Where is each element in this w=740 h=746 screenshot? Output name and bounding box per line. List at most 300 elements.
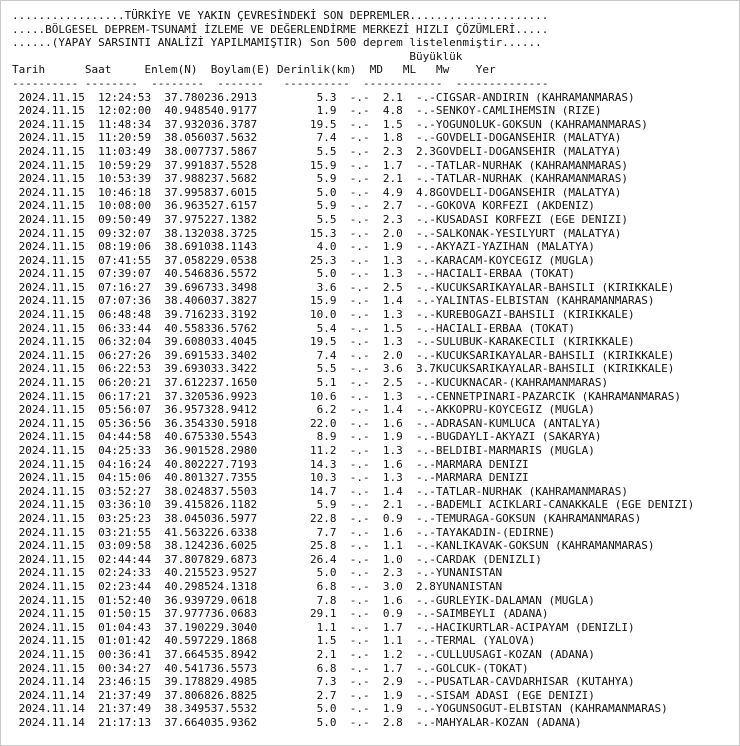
cell-md: -.- xyxy=(349,212,370,226)
cell-lon: 29.6873 xyxy=(210,552,258,566)
col-lat: Enlem(N) xyxy=(144,63,198,77)
cell-md: -.- xyxy=(349,552,370,566)
cell-lat: 38.6910 xyxy=(164,240,211,254)
table-row xyxy=(12,118,739,132)
cell-ml: 2.7 xyxy=(382,199,403,213)
cell-date: 2024.11.15 xyxy=(18,525,85,539)
cell-date: 2024.11.15 xyxy=(18,498,85,512)
cell-lon: 27.7193 xyxy=(210,457,258,471)
cell-lon: 37.5503 xyxy=(210,484,258,498)
cell-time: 06:27:26 xyxy=(98,348,152,362)
cell-date: 2024.11.15 xyxy=(18,457,85,471)
col-mw: Mw xyxy=(435,63,450,77)
cell-lat: 37.9918 xyxy=(164,158,211,172)
cell-place: KUCUKSARIKAYALAR-BAHSILI (KIRIKKALE) xyxy=(435,362,675,376)
cell-lon: 37.5528 xyxy=(210,158,258,172)
table-row xyxy=(12,294,739,308)
cell-depth: 6.8 xyxy=(283,661,337,675)
cell-place: KUSADASI KORFEZI (EGE DENIZI) xyxy=(435,212,628,226)
col-time: Saat xyxy=(84,63,112,77)
cell-lon: 33.3192 xyxy=(210,308,258,322)
table-row xyxy=(12,539,739,553)
cell-ml: 1.9 xyxy=(382,688,403,702)
table-row xyxy=(12,131,739,145)
cell-ml: 2.0 xyxy=(382,348,403,362)
cell-mw: -.- xyxy=(416,212,436,226)
cell-lat: 40.5972 xyxy=(164,634,211,648)
cell-time: 02:24:33 xyxy=(98,566,152,580)
cell-time: 12:02:00 xyxy=(98,104,152,118)
cell-place: GOVDELI-DOGANSEHIR (MALATYA) xyxy=(435,144,622,158)
cell-date: 2024.11.15 xyxy=(18,362,85,376)
cell-time: 09:50:49 xyxy=(98,212,152,226)
cell-ml: 1.6 xyxy=(382,525,403,539)
col-place: Yer xyxy=(475,63,496,77)
cell-depth: 7.7 xyxy=(283,525,337,539)
cell-md: -.- xyxy=(349,199,370,213)
cell-mw: -.- xyxy=(416,376,436,390)
cell-mw: -.- xyxy=(416,172,436,186)
sep-depth: ---------- xyxy=(283,76,350,90)
cell-md: -.- xyxy=(349,539,370,553)
cell-ml: 0.9 xyxy=(382,607,403,621)
pad-group xyxy=(12,50,409,63)
cell-lon: 36.5572 xyxy=(210,267,258,281)
cell-place: HACIALI-ERBAA (TOKAT) xyxy=(435,267,575,281)
magnitude-group-header xyxy=(12,50,739,64)
cell-place: TEMURAGA-GOKSUN (KAHRAMANMARAS) xyxy=(435,511,642,525)
cell-depth: 5.0 xyxy=(283,185,337,199)
cell-lon: 29.0538 xyxy=(210,253,258,267)
cell-lat: 38.0450 xyxy=(164,511,211,525)
cell-lat: 38.1320 xyxy=(164,226,211,240)
cell-depth: 22.8 xyxy=(283,511,337,525)
cell-lat: 37.9320 xyxy=(164,117,211,131)
cell-time: 01:01:42 xyxy=(98,634,152,648)
table-row xyxy=(12,458,739,472)
cell-mw: -.- xyxy=(416,158,436,172)
cell-ml: 4.9 xyxy=(382,185,403,199)
cell-lon: 27.7355 xyxy=(210,471,258,485)
table-row xyxy=(12,498,739,512)
cell-lon: 36.5573 xyxy=(210,661,258,675)
cell-place: TATLAR-NURHAK (KAHRAMANMARAS) xyxy=(435,484,628,498)
table-row xyxy=(12,648,739,662)
cell-depth: 5.5 xyxy=(283,362,337,376)
cell-date: 2024.11.15 xyxy=(18,240,85,254)
cell-depth: 6.8 xyxy=(283,579,337,593)
table-row xyxy=(12,104,739,118)
cell-date: 2024.11.15 xyxy=(18,308,85,322)
table-row xyxy=(12,716,739,730)
cell-lat: 37.0582 xyxy=(164,253,211,267)
cell-time: 21:37:49 xyxy=(98,688,152,702)
cell-md: -.- xyxy=(349,430,370,444)
cell-lon: 37.1650 xyxy=(210,376,258,390)
cell-date: 2024.11.15 xyxy=(18,471,85,485)
cell-lat: 39.7162 xyxy=(164,308,211,322)
cell-ml: 1.3 xyxy=(382,308,403,322)
table-row xyxy=(12,702,739,716)
cell-lat: 37.9752 xyxy=(164,212,211,226)
cell-place: YOGUNSOGUT-ELBISTAN (KAHRAMANMARAS) xyxy=(435,702,668,716)
cell-time: 10:59:29 xyxy=(98,158,152,172)
cell-lon: 29.1868 xyxy=(210,634,258,648)
cell-depth: 22.0 xyxy=(283,416,337,430)
cell-ml: 1.4 xyxy=(382,403,403,417)
cell-place: KUCUKNACAR-(KAHRAMANMARAS) xyxy=(435,376,609,390)
cell-md: -.- xyxy=(349,688,370,702)
cell-lon: 33.3498 xyxy=(210,280,258,294)
cell-date: 2024.11.15 xyxy=(18,185,85,199)
table-row xyxy=(12,417,739,431)
table-row xyxy=(12,145,739,159)
cell-lon: 29.4985 xyxy=(210,675,258,689)
cell-date: 2024.11.15 xyxy=(18,212,85,226)
cell-time: 10:53:39 xyxy=(98,172,152,186)
cell-md: -.- xyxy=(349,579,370,593)
cell-md: -.- xyxy=(349,376,370,390)
cell-place: AKKOPRU-KOYCEGIZ (MUGLA) xyxy=(435,403,595,417)
cell-mw: -.- xyxy=(416,471,436,485)
table-row xyxy=(12,403,739,417)
magnitude-group-label: Büyüklük xyxy=(409,49,463,63)
cell-place: SENKOY-CAMLIHEMSIN (RIZE) xyxy=(435,104,602,118)
cell-depth: 29.1 xyxy=(283,607,337,621)
cell-date: 2024.11.15 xyxy=(18,661,85,675)
cell-date: 2024.11.15 xyxy=(18,566,85,580)
cell-ml: 2.8 xyxy=(382,715,403,729)
cell-date: 2024.11.15 xyxy=(18,117,85,131)
cell-mw: -.- xyxy=(416,675,436,689)
cell-date: 2024.11.15 xyxy=(18,267,85,281)
table-row xyxy=(12,444,739,458)
cell-date: 2024.11.15 xyxy=(18,539,85,553)
cell-md: -.- xyxy=(349,308,370,322)
cell-time: 07:16:27 xyxy=(98,280,152,294)
cell-lat: 37.1902 xyxy=(164,620,211,634)
cell-lon: 27.1382 xyxy=(210,212,258,226)
cell-md: -.- xyxy=(349,444,370,457)
cell-time: 23:46:15 xyxy=(98,675,152,689)
cell-depth: 4.0 xyxy=(283,240,337,254)
cell-md: -.- xyxy=(349,131,370,145)
cell-lon: 33.4045 xyxy=(210,335,258,349)
cell-time: 11:03:49 xyxy=(98,144,152,158)
cell-lon: 26.6338 xyxy=(210,525,258,539)
cell-place: SALKONAK-YESILYURT (MALATYA) xyxy=(435,226,622,240)
cell-ml: 1.5 xyxy=(382,117,403,131)
cell-mw: -.- xyxy=(416,607,436,621)
cell-date: 2024.11.15 xyxy=(18,321,85,335)
cell-ml: 0.9 xyxy=(382,511,403,525)
cell-md: -.- xyxy=(349,593,370,607)
cell-place: YALINTAS-ELBISTAN (KAHRAMANMARAS) xyxy=(435,294,655,308)
cell-time: 01:50:15 xyxy=(98,607,152,621)
cell-depth: 15.9 xyxy=(283,158,337,172)
table-row xyxy=(12,390,739,404)
cell-date: 2024.11.14 xyxy=(18,702,85,716)
cell-lon: 27.6157 xyxy=(210,199,258,213)
cell-mw: 3.7 xyxy=(416,362,436,376)
cell-place: GOVDELI-DOGANSEHIR (MALATYA) xyxy=(435,185,622,199)
cell-mw: -.- xyxy=(416,634,436,648)
cell-depth: 5.9 xyxy=(283,498,337,512)
cell-md: -.- xyxy=(349,240,370,254)
cell-place: ADRASAN-KUMLUCA (ANTALYA) xyxy=(435,416,602,430)
cell-lat: 37.9777 xyxy=(164,607,211,621)
cell-lat: 37.6645 xyxy=(164,647,211,661)
cell-depth: 1.5 xyxy=(283,634,337,648)
cell-mw: 4.8 xyxy=(416,185,436,199)
cell-depth: 19.5 xyxy=(283,335,337,349)
cell-lon: 36.3787 xyxy=(210,117,258,131)
cell-depth: 25.8 xyxy=(283,539,337,553)
cell-md: -.- xyxy=(349,607,370,621)
cell-time: 03:21:55 xyxy=(98,525,152,539)
cell-date: 2024.11.15 xyxy=(18,416,85,430)
table-row xyxy=(12,322,739,336)
cell-ml: 1.3 xyxy=(382,267,403,281)
cell-ml: 1.3 xyxy=(382,253,403,267)
cell-lat: 36.3543 xyxy=(164,416,211,430)
cell-mw: -.- xyxy=(416,566,436,580)
cell-place: KUREBOGAZI-BAHSILI (KIRIKKALE) xyxy=(435,308,635,322)
cell-mw: -.- xyxy=(416,620,436,634)
cell-md: -.- xyxy=(349,566,370,580)
cell-mw: -.- xyxy=(416,511,436,525)
cell-depth: 26.4 xyxy=(283,552,337,566)
cell-date: 2024.11.15 xyxy=(18,484,85,498)
cell-mw: -.- xyxy=(416,552,436,566)
earthquake-listing xyxy=(1,1,739,729)
cell-date: 2024.11.15 xyxy=(18,253,85,267)
cell-date: 2024.11.15 xyxy=(18,104,85,118)
cell-md: -.- xyxy=(349,471,370,485)
cell-lat: 40.8013 xyxy=(164,471,211,485)
table-row xyxy=(12,308,739,322)
cell-ml: 1.7 xyxy=(382,620,403,634)
cell-lat: 37.8068 xyxy=(164,688,211,702)
cell-place: BADEMLI ACIKLARI-CANAKKALE (EGE DENIZI) xyxy=(435,498,695,512)
cell-md: -.- xyxy=(349,144,370,158)
cell-date: 2024.11.15 xyxy=(18,158,85,172)
cell-depth: 15.9 xyxy=(283,294,337,308)
cell-lon: 37.5632 xyxy=(210,131,258,145)
cell-date: 2024.11.15 xyxy=(18,579,85,593)
cell-ml: 1.3 xyxy=(382,389,403,403)
cell-md: -.- xyxy=(349,335,370,349)
cell-place: CULLUUSAGI-KOZAN (ADANA) xyxy=(435,647,595,661)
cell-place: MAHYALAR-KOZAN (ADANA) xyxy=(435,715,582,729)
table-row xyxy=(12,662,739,676)
cell-depth: 5.0 xyxy=(283,267,337,281)
cell-ml: 1.3 xyxy=(382,471,403,485)
sep-mag: ------------ xyxy=(363,76,443,90)
cell-depth: 5.3 xyxy=(283,90,337,104)
cell-lat: 38.0248 xyxy=(164,484,211,498)
cell-depth: 15.3 xyxy=(283,226,337,240)
cell-lon: 28.9412 xyxy=(210,403,258,417)
cell-time: 06:17:21 xyxy=(98,389,152,403)
cell-mw: -.- xyxy=(416,593,436,607)
cell-md: -.- xyxy=(349,715,370,729)
cell-time: 06:20:21 xyxy=(98,376,152,390)
cell-time: 04:15:06 xyxy=(98,471,152,485)
cell-lat: 40.9485 xyxy=(164,104,211,118)
cell-place: SULUBUK-KARAKECILI (KIRIKKALE) xyxy=(435,335,635,349)
cell-place: KUCUKSARIKAYALAR-BAHSILI (KIRIKKALE) xyxy=(435,280,675,294)
table-row xyxy=(12,512,739,526)
cell-place: YUNANISTAN xyxy=(435,579,503,593)
cell-lon: 35.8942 xyxy=(210,647,258,661)
sep-lat: -------- xyxy=(151,76,205,90)
cell-ml: 3.6 xyxy=(382,362,403,376)
cell-mw: -.- xyxy=(416,117,436,131)
sep-lon: ------- xyxy=(217,76,264,90)
cell-md: -.- xyxy=(349,185,370,199)
cell-time: 01:52:40 xyxy=(98,593,152,607)
cell-lat: 41.5632 xyxy=(164,525,211,539)
cell-mw: 2.8 xyxy=(416,579,436,593)
cell-time: 06:22:53 xyxy=(98,362,152,376)
cell-date: 2024.11.15 xyxy=(18,376,85,390)
cell-time: 12:24:53 xyxy=(98,90,152,104)
cell-date: 2024.11.15 xyxy=(18,172,85,186)
cell-lon: 37.5867 xyxy=(210,144,258,158)
cell-lon: 23.9527 xyxy=(210,566,258,580)
cell-depth: 3.6 xyxy=(283,280,337,294)
cell-place: BELDIBI-MARMARIS (MUGLA) xyxy=(435,444,595,457)
cell-lon: 37.3827 xyxy=(210,294,258,308)
cell-lon: 33.3422 xyxy=(210,362,258,376)
cell-place: TATLAR-NURHAK (KAHRAMANMARAS) xyxy=(435,158,628,172)
cell-lon: 30.5918 xyxy=(210,416,258,430)
cell-time: 04:16:24 xyxy=(98,457,152,471)
cell-date: 2024.11.15 xyxy=(18,294,85,308)
cell-lon: 29.0618 xyxy=(210,593,258,607)
cell-time: 06:48:48 xyxy=(98,308,152,322)
earthquake-rows xyxy=(12,91,739,730)
cell-lat: 37.9958 xyxy=(164,185,211,199)
cell-depth: 7.4 xyxy=(283,348,337,362)
cell-lat: 40.5468 xyxy=(164,267,211,281)
cell-lat: 37.6122 xyxy=(164,376,211,390)
cell-lon: 40.9177 xyxy=(210,104,258,118)
cell-lat: 36.9573 xyxy=(164,403,211,417)
cell-place: GOVDELI-DOGANSEHIR (MALATYA) xyxy=(435,131,622,145)
cell-ml: 1.1 xyxy=(382,539,403,553)
cell-time: 00:36:41 xyxy=(98,647,152,661)
cell-date: 2024.11.15 xyxy=(18,552,85,566)
cell-date: 2024.11.15 xyxy=(18,430,85,444)
cell-lat: 38.0560 xyxy=(164,131,211,145)
cell-depth: 25.3 xyxy=(283,253,337,267)
table-row xyxy=(12,566,739,580)
cell-depth: 5.5 xyxy=(283,144,337,158)
cell-md: -.- xyxy=(349,389,370,403)
cell-time: 11:20:59 xyxy=(98,131,152,145)
cell-place: GURLEYIK-DALAMAN (MUGLA) xyxy=(435,593,595,607)
cell-md: -.- xyxy=(349,226,370,240)
table-row xyxy=(12,267,739,281)
cell-time: 02:23:44 xyxy=(98,579,152,593)
cell-place: SAIMBEYLI (ADANA) xyxy=(435,607,549,621)
col-md: MD xyxy=(369,63,383,77)
cell-place: KANLIKAVAK-GOKSUN (KAHRAMANMARAS) xyxy=(435,539,655,553)
table-row xyxy=(12,199,739,213)
cell-ml: 2.3 xyxy=(382,144,403,158)
cell-ml: 1.1 xyxy=(382,634,403,648)
cell-date: 2024.11.15 xyxy=(18,144,85,158)
table-row xyxy=(12,621,739,635)
cell-depth: 7.4 xyxy=(283,131,337,145)
cell-date: 2024.11.15 xyxy=(18,634,85,648)
cell-ml: 2.9 xyxy=(382,675,403,689)
cell-mw: -.- xyxy=(416,444,436,457)
cell-time: 07:41:55 xyxy=(98,253,152,267)
cell-mw: -.- xyxy=(416,457,436,471)
col-depth: Derinlik(km) xyxy=(276,63,357,77)
cell-date: 2024.11.15 xyxy=(18,199,85,213)
cell-ml: 1.4 xyxy=(382,484,403,498)
cell-ml: 1.6 xyxy=(382,457,403,471)
cell-lat: 37.9882 xyxy=(164,172,211,186)
cell-date: 2024.11.15 xyxy=(18,131,85,145)
cell-lon: 29.3040 xyxy=(210,620,258,634)
cell-lon: 26.8825 xyxy=(210,688,258,702)
header-line-2: .....BÖLGESEL DEPREM-TSUNAMİ İZLEME VE DEĞERLENDİRME MERKEZİ HIZLI ÇÖZÜMLERİ..... xyxy=(12,22,549,36)
header-line-3: ......(YAPAY SARSINTI ANALİZİ YAPILMAMIŞTIR) Son 500 deprem listelenmiştir...... xyxy=(12,36,542,50)
cell-lon: 30.5543 xyxy=(210,430,258,444)
cell-ml: 1.9 xyxy=(382,240,403,254)
cell-mw: -.- xyxy=(416,90,436,104)
cell-place: HACIALI-ERBAA (TOKAT) xyxy=(435,321,575,335)
cell-ml: 1.9 xyxy=(382,430,403,444)
cell-time: 06:33:44 xyxy=(98,321,152,335)
table-row xyxy=(12,594,739,608)
table-row xyxy=(12,689,739,703)
cell-place: CARDAK (DENIZLI) xyxy=(435,552,542,566)
cell-mw: -.- xyxy=(416,715,436,729)
cell-place: TAYAKADIN-(EDIRNE) xyxy=(435,525,556,539)
table-row xyxy=(12,172,739,186)
cell-md: -.- xyxy=(349,702,370,716)
cell-depth: 5.4 xyxy=(283,321,337,335)
cell-date: 2024.11.14 xyxy=(18,715,85,729)
cell-md: -.- xyxy=(349,675,370,689)
cell-depth: 19.5 xyxy=(283,117,337,131)
cell-mw: -.- xyxy=(416,321,436,335)
cell-ml: 1.3 xyxy=(382,444,403,457)
cell-ml: 2.3 xyxy=(382,212,403,226)
table-row xyxy=(12,254,739,268)
cell-time: 10:08:00 xyxy=(98,199,152,213)
cell-time: 03:52:27 xyxy=(98,484,152,498)
cell-lat: 39.6967 xyxy=(164,280,211,294)
cell-md: -.- xyxy=(349,348,370,362)
cell-depth: 5.0 xyxy=(283,715,337,729)
cell-depth: 1.1 xyxy=(283,620,337,634)
cell-lat: 36.9635 xyxy=(164,199,211,213)
cell-lat: 37.8078 xyxy=(164,552,211,566)
cell-time: 04:25:33 xyxy=(98,444,152,457)
cell-lat: 36.9015 xyxy=(164,444,211,457)
cell-md: -.- xyxy=(349,90,370,104)
cell-time: 21:37:49 xyxy=(98,702,152,716)
cell-md: -.- xyxy=(349,294,370,308)
cell-lon: 37.5532 xyxy=(210,702,258,716)
